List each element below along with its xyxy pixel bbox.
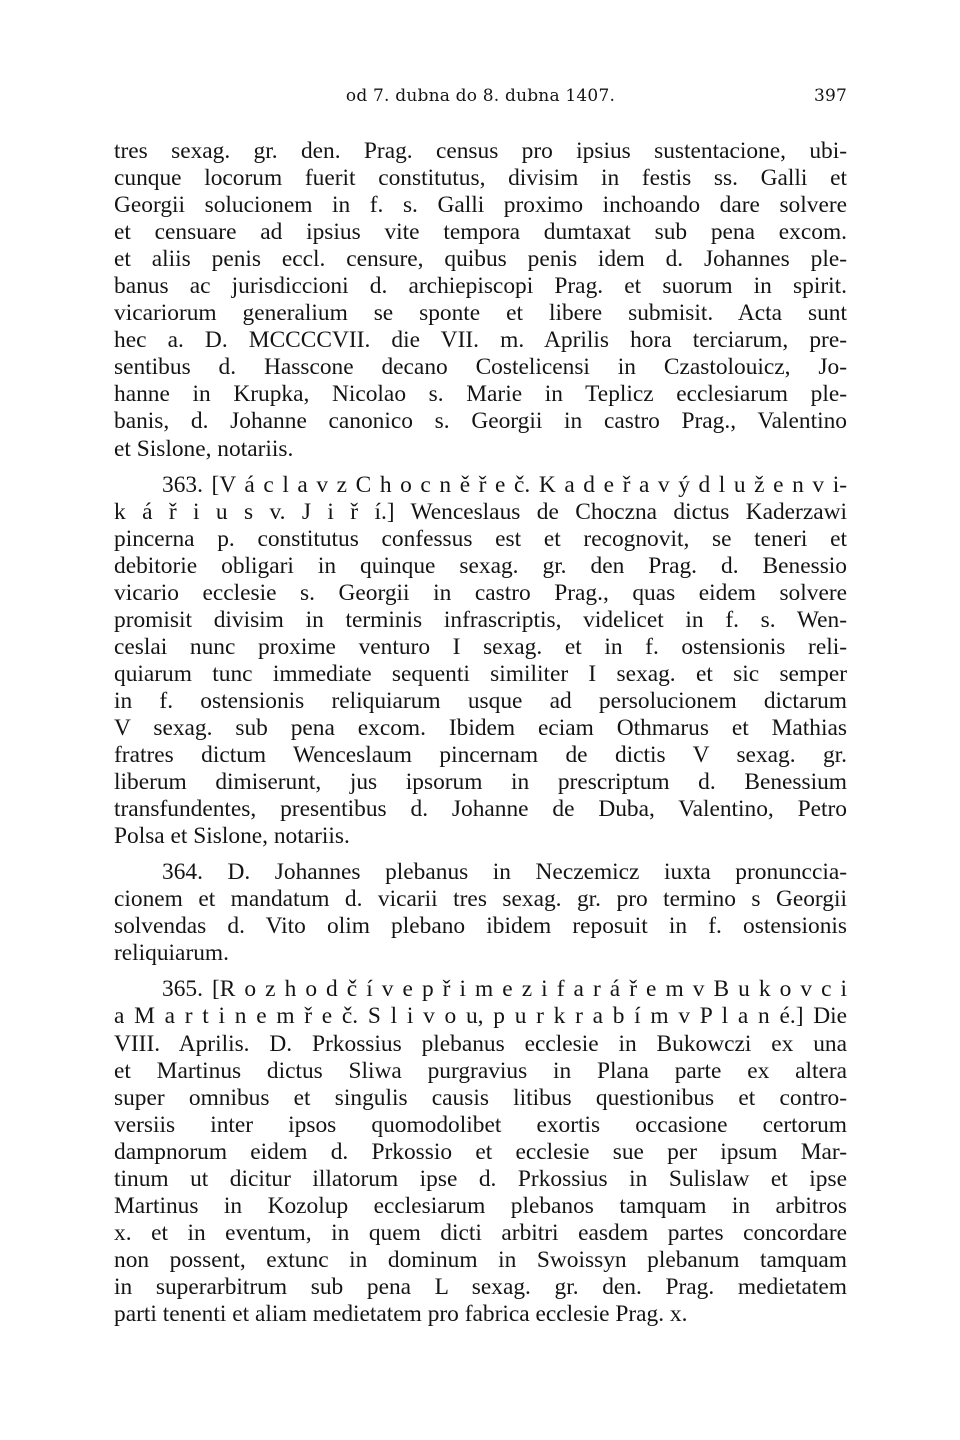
text-line: versiis inter ipsos quomodolibet exortis occasione certorum — [114, 1111, 847, 1138]
text-line: transfundentes, presentibus d. Johanne de Duba, Valentino, Petro — [114, 796, 847, 823]
paragraph-gap — [114, 967, 847, 976]
text-line: Polsa et Sislone, notariis. — [114, 823, 350, 850]
running-title: od 7. dubna do 8. dubna 1407. — [345, 86, 616, 106]
text-line: hanne in Krupka, Nicolao s. Marie in Teplicz ecclesiarum ple- — [114, 381, 847, 408]
text-line: V sexag. sub pena excom. Ibidem eciam Othmarus et Mathias — [114, 714, 847, 741]
text-line: Georgii solucionem in f. s. Galli proximo inchoando dare solvere — [114, 192, 847, 219]
text-line: banus ac jurisdiccioni d. archiepiscopi Prag. et suorum in spirit. — [114, 273, 847, 300]
text-line: fratres dictum Wenceslaum pincernam de dictis V sexag. gr. — [114, 742, 847, 769]
text-line: cunque locorum fuerit constitutus, divisim in festis ss. Galli et — [114, 165, 847, 192]
text-line: ceslai nunc proxime venturo I sexag. et in f. ostensionis reli- — [114, 633, 847, 660]
text-line: tres sexag. gr. den. Prag. census pro ipsius sustentacione, ubi- — [114, 138, 847, 164]
text-line: non possent, extunc in dominum in Swoissyn plebanum tamquam — [114, 1246, 847, 1273]
text-line: Martinus in Kozolup ecclesiarum plebanos tamquam in arbitros — [114, 1192, 847, 1219]
paragraph-gap — [114, 463, 847, 472]
text-line: solvendas d. Vito olim plebano ibidem reposuit in f. ostensionis — [114, 913, 847, 940]
text-line: quiarum tunc immediate sequenti similiter I sexag. et sic semper — [114, 660, 847, 687]
text-line: liberum dimiserunt, jus ipsorum in prescriptum d. Benessium — [114, 769, 847, 796]
text-line: k á ř i u s v. J i ř í.] Wenceslaus de Choczna dictus Kaderzawi — [114, 498, 847, 525]
document-body — [114, 138, 847, 1328]
paragraph — [114, 138, 847, 463]
text-line: vicariorum generalium se sponte et libere submisit. Acta sunt — [114, 300, 847, 327]
page-header — [114, 86, 847, 114]
paragraph — [114, 976, 847, 1328]
text-line: reliquiarum. — [114, 940, 229, 967]
text-line: et Martinus dictus Sliwa purgravius in Plana parte ex altera — [114, 1057, 847, 1084]
text-line: parti tenenti et aliam medietatem pro fabrica ecclesie Prag. x. — [114, 1300, 688, 1327]
text-line: et aliis penis eccl. censure, quibus penis idem d. Johannes ple- — [114, 246, 847, 273]
text-line: sentibus d. Hasscone decano Costelicensi in Czastolouicz, Jo- — [114, 354, 847, 381]
text-line: 363. [V á c l a v z C h o c n ě ř e č. K a d e ř a v ý d l u ž e n v i- — [162, 471, 847, 498]
paragraph — [114, 472, 847, 851]
text-line: in superarbitrum sub pena L sexag. gr. den. Prag. medietatem — [114, 1273, 847, 1300]
text-line: et censuare ad ipsius vite tempora dumtaxat sub pena excom. — [114, 219, 847, 246]
text-line: VIII. Aprilis. D. Prkossius plebanus ecclesie in Bukowczi ex una — [114, 1030, 847, 1057]
text-line: vicario ecclesie s. Georgii in castro Prag., quas eidem solvere — [114, 579, 847, 606]
text-line: hec a. D. MCCCCVII. die VII. m. Aprilis hora terciarum, pre- — [114, 327, 847, 354]
text-line: et Sislone, notariis. — [114, 435, 294, 462]
text-line: x. et in eventum, in quem dicti arbitri easdem partes concordare — [114, 1219, 847, 1246]
text-line: 364. D. Johannes plebanus in Neczemicz iuxta pronunccia- — [162, 859, 847, 886]
text-line: pincerna p. constitutus confessus est et recognovit, se teneri et — [114, 525, 847, 552]
text-line: promisit divisim in terminis infrascriptis, videlicet in f. s. Wen- — [114, 606, 847, 633]
text-line: in f. ostensionis reliquiarum usque ad persolucionem dictarum — [114, 687, 847, 714]
text-line: a M a r t i n e m ř e č. S l i v o u, p u r k r a b í m v P l a n é.] Die — [114, 1003, 847, 1030]
text-line: super omnibus et singulis causis litibus questionibus et contro- — [114, 1084, 847, 1111]
text-line: banis, d. Johanne canonico s. Georgii in castro Prag., Valentino — [114, 408, 847, 435]
text-line: dampnorum eidem d. Prkossio et ecclesie sue per ipsum Mar- — [114, 1138, 847, 1165]
paragraph-gap — [114, 850, 847, 859]
text-line: cionem et mandatum d. vicarii tres sexag. gr. pro termino s Georgii — [114, 886, 847, 913]
text-line: debitorie obligari in quinque sexag. gr. den Prag. d. Benessio — [114, 552, 847, 579]
text-line: 365. [R o z h o d č í v e p ř i m e z i f a r á ř e m v B u k o v c i — [162, 976, 847, 1003]
page-number: 397 — [813, 86, 847, 106]
text-line: tinum ut dicitur illatorum ipse d. Prkossius in Sulislaw et ipse — [114, 1165, 847, 1192]
paragraph — [114, 859, 847, 967]
